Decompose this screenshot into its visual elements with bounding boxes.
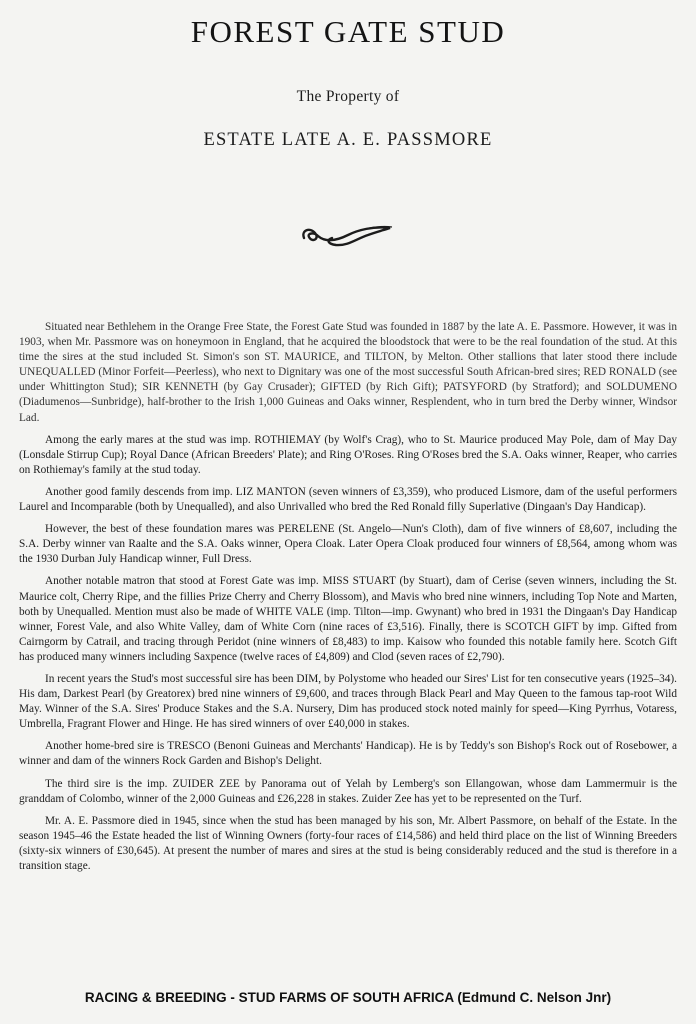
- article-body: [19, 320, 677, 881]
- page-subtitle: The Property of: [296, 88, 400, 105]
- page-title: FOREST GATE STUD: [190, 14, 506, 49]
- paragraph: However, the best of these foundation mares was PERELENE (St. Angelo—Nun's Cloth), dam of five winners of £8,607, including the S.A. Derby winner van Raalte and the S.A. Oaks winner, Opera Cloak. Later Opera Cloak produced four winners of £8,564, among whom was the 1930 Durban July Handicap winner, Full Dress.: [19, 523, 677, 566]
- paragraph: The third sire is the imp. ZUIDER ZEE by Panorama out of Yelah by Lemberg's son Ellangowan, whose dam Lammermuir is the granddam of Colombo, winner of the 2,000 Guineas and £26,228 in stakes. Zuider Zee has yet to be represented on the Turf.: [19, 777, 677, 805]
- paragraph: Another notable matron that stood at Forest Gate was imp. MISS STUART (by Stuart), dam of Cerise (seven winners, including the St. Maurice colt, Cherry Ripe, and the fillies Prize Cherry and Cherry Blossom), and Mavis who bred nine winners, including Top Note and Marten, both by Unequalled. Mention must also be made of WHITE VALE (imp. Tilton—imp. Gwynant) who bred in 1931 the Dingaan's Day Handicap winner, Forest Vale, and also White Valley, dam of White Corn (nine races of £3,516). Finally, there is SCOTCH GIFT by imp. Gifted from Cairngorm by Catrail, and tracing through Peridot (nine winners of £8,483) to imp. Kaisow who founded this notable family here. Scotch Gift has produced many winners including Saxpence (twelve races of £4,809) and Clod (seven races of £2,790).: [19, 575, 677, 663]
- source-caption: RACING & BREEDING - STUD FARMS OF SOUTH AFRICA (Edmund C. Nelson Jnr): [84, 990, 612, 1005]
- paragraph: In recent years the Stud's most successful sire has been DIM, by Polystome who headed our Sires' List for ten consecutive years (1925–34). His dam, Darkest Pearl (by Greatorex) bred nine winners of £9,600, and traces through Black Pearl and May Queen to the famous tap-root Wild May. Winner of the S.A. Sires' Produce Stakes and the S.A. Nursery, Dim has produced stock noted mainly for speed—King Pyrrhus, Votaress, Umbrella, Fragrant Flower and Hinge. He has sired winners of over £40,000 in stakes.: [19, 672, 677, 731]
- paragraph: Situated near Bethlehem in the Orange Free State, the Forest Gate Stud was founded in 1887 by the late A. E. Passmore. However, it was in 1903, when Mr. Passmore was on honeymoon in England, that he acquired the bloodstock that were to be the real foundation of the stud. At this time the sires at the stud included St. Simon's son ST. MAURICE, and TILTON, by Melton. Other stallions that later stood there include UNEQUALLED (Minor Forfeit—Peerless), who next to Dignitary was one of the most successful South African-bred sires; RED RONALD (see under Whittington Stud); SIR KENNETH (by Gay Crusader); GIFTED (by Rich Gift); PATSYFORD (by Stratford); and SOLDUMENO (Diadumenos—Sunbridge), half-brother to the Irish 1,000 Guineas and Oaks winner, Resplendent, who in turn bred the Derby winner, Windsor Lad.: [19, 321, 677, 424]
- paragraph: Mr. A. E. Passmore died in 1945, since when the stud has been managed by his son, Mr. Albert Passmore, on behalf of the Estate. In the season 1945–46 the Estate headed the list of Winning Owners (forty-four races of £14,586) and held third place on the list of Winning Breeders (sixty-six winners of £30,645). At present the number of mares and sires at the stud is being considerably reduced and the stud is therefore in a transition stage.: [19, 814, 677, 872]
- paragraph: Among the early mares at the stud was imp. ROTHIEMAY (by Wolf's Crag), who to St. Maurice produced May Pole, dam of May Day (Lonsdale Stirrup Cup); Royal Dance (African Breeders' Plate); and Ring O'Roses. Ring O'Roses bred the S.A. Oaks winner, Reaper, who carries on Rothiemay's family at the stud today.: [19, 433, 677, 476]
- owner-heading: ESTATE LATE A. E. PASSMORE: [203, 130, 493, 150]
- paragraph: Another home-bred sire is TRESCO (Benoni Guineas and Merchants' Handicap). He is by Teddy's son Bishop's Rock out of Rosebower, a winner and dam of the winners Rock Garden and Bishop's Delight.: [19, 740, 677, 768]
- flourish-ornament-icon: [298, 220, 398, 250]
- paragraph: Another good family descends from imp. LIZ MANTON (seven winners of £3,359), who produced Lismore, dam of the useful performers Laurel and Incomparable (both by Unequalled), and also Unrivalled who bred the Red Ronald filly Superlative (Dingaan's Day Handicap).: [19, 485, 677, 514]
